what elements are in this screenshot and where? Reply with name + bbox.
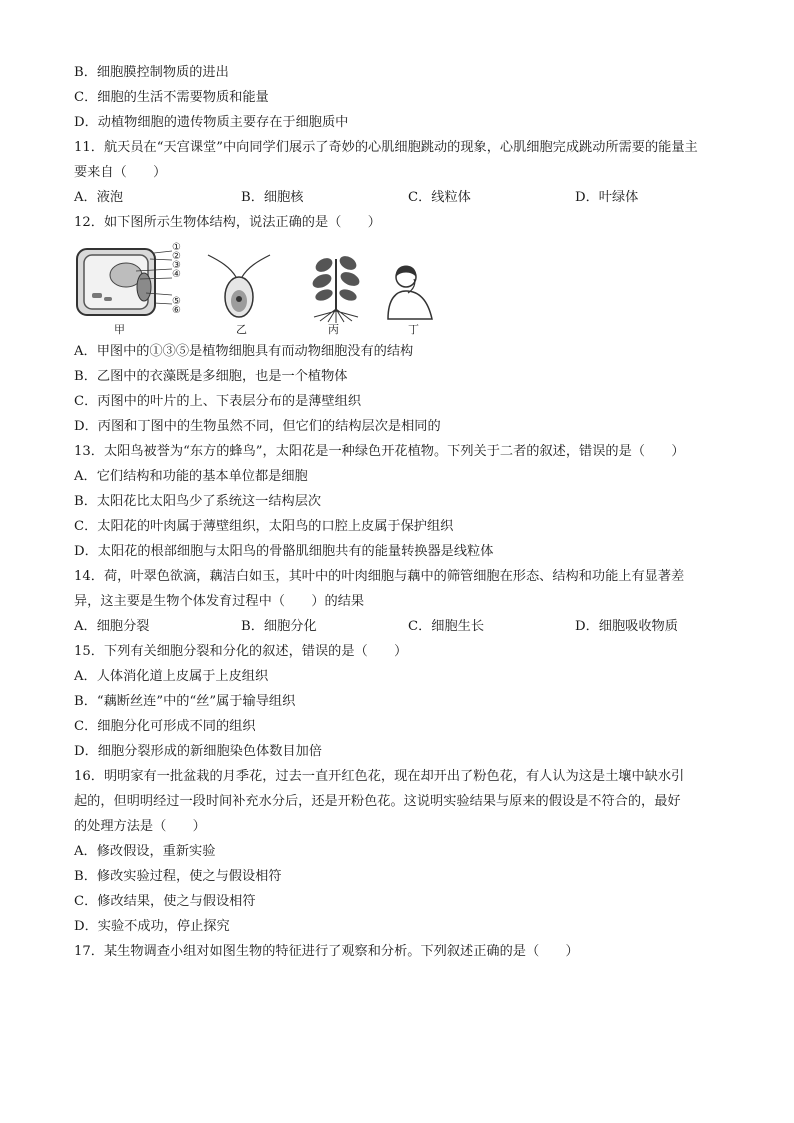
q14-stem-line1: 14．荷，叶翠色欲滴，藕洁白如玉，其叶中的叶肉细胞与藕中的筛管细胞在形态、结构和功能上有显著差 (74, 569, 685, 584)
q11-option-c: C．线粒体 (408, 190, 471, 205)
q14-option-b: B．细胞分化 (241, 619, 317, 634)
q13-option-a: A．它们结构和功能的基本单位都是细胞 (74, 469, 308, 484)
q16-option-b: B．修改实验过程，使之与假设相符 (74, 869, 282, 884)
q11-stem-line2: 要来自（ ） (74, 165, 167, 180)
cell-markers (172, 243, 181, 315)
q13-option-c: C．太阳花的叶肉属于薄壁组织，太阳鸟的口腔上皮属于保护组织 (74, 519, 454, 534)
marker-4: ④ (172, 269, 181, 280)
q16-stem-line2: 起的，但明明经过一段时间补充水分后，还是开粉色花。这说明实验结果与原来的假设是不符合的，最好 (74, 794, 681, 809)
chlamydomonas-diagram (202, 251, 276, 323)
q16-option-a: A．修改假设，重新实验 (74, 844, 216, 859)
q12-option-a: A．甲图中的①③⑤是植物细胞具有而动物细胞没有的结构 (74, 344, 414, 359)
q14-option-c: C．细胞生长 (408, 619, 485, 634)
marker-3: ③ (172, 260, 181, 271)
q15-option-c: C．细胞分化可形成不同的组织 (74, 719, 256, 734)
q13-stem: 13．太阳鸟被誉为“东方的蜂鸟”，太阳花是一种绿色开花植物。下列关于二者的叙述，错误的是（ ） (74, 444, 685, 459)
q14-option-a: A．细胞分裂 (74, 619, 150, 634)
q12-option-c: C．丙图中的叶片的上、下表层分布的是薄壁组织 (74, 394, 362, 409)
q14-option-d: D．细胞吸收物质 (575, 619, 678, 634)
q13-option-b: B．太阳花比太阳鸟少了系统这一结构层次 (74, 494, 322, 509)
q16-stem-line1: 16．明明家有一批盆栽的月季花，过去一直开红色花，现在却开出了粉色花，有人认为这是土壤中缺水引 (74, 769, 685, 784)
q11-option-a: A．液泡 (74, 190, 124, 205)
label-ding: 丁 (408, 323, 419, 336)
q10-option-c: C．细胞的生活不需要物质和能量 (74, 90, 269, 105)
label-yi: 乙 (236, 323, 247, 336)
marker-2: ② (172, 251, 181, 262)
q15-option-d: D．细胞分裂形成的新细胞染色体数目加倍 (74, 744, 322, 759)
q11-option-d: D．叶绿体 (575, 190, 639, 205)
label-bing: 丙 (328, 323, 339, 336)
marker-1: ① (172, 242, 181, 253)
q15-stem: 15．下列有关细胞分裂和分化的叙述，错误的是（ ） (74, 644, 408, 659)
q17-stem: 17．某生物调查小组对如图生物的特征进行了观察和分析。下列叙述正确的是（ ） (74, 944, 579, 959)
q16-option-d: D．实验不成功，停止探究 (74, 919, 230, 934)
q11-stem-line1: 11．航天员在“天宫课堂”中向同学们展示了奇妙的心肌细胞跳动的现象，心肌细胞完成跳动所需要的能量主 (74, 140, 698, 155)
q10-option-d: D．动植物细胞的遗传物质主要存在于细胞质中 (74, 115, 349, 130)
q12-option-d: D．丙图和丁图中的生物虽然不同，但它们的结构层次是相同的 (74, 419, 441, 434)
q14-stem-line2: 异，这主要是生物个体发育过程中（ ）的结果 (74, 594, 365, 609)
q15-option-a: A．人体消化道上皮属于上皮组织 (74, 669, 269, 684)
label-jia: 甲 (114, 323, 125, 336)
q13-option-d: D．太阳花的根部细胞与太阳鸟的骨骼肌细胞共有的能量转换器是线粒体 (74, 544, 494, 559)
marker-6: ⑥ (172, 305, 181, 316)
q16-option-c: C．修改结果，使之与假设相符 (74, 894, 256, 909)
q10-option-b: B．细胞膜控制物质的进出 (74, 65, 229, 80)
plant-diagram (306, 249, 366, 323)
q12-stem: 12．如下图所示生物体结构，说法正确的是（ ） (74, 215, 381, 230)
q12-option-b: B．乙图中的衣藻既是多细胞，也是一个植物体 (74, 369, 348, 384)
marker-5: ⑤ (172, 296, 181, 307)
q15-option-b: B．“藕断丝连”中的“丝”属于输导组织 (74, 694, 296, 709)
q16-stem-line3: 的处理方法是（ ） (74, 819, 206, 834)
human-diagram (380, 261, 442, 321)
q12-figure (74, 243, 474, 335)
q11-option-b: B．细胞核 (241, 190, 304, 205)
